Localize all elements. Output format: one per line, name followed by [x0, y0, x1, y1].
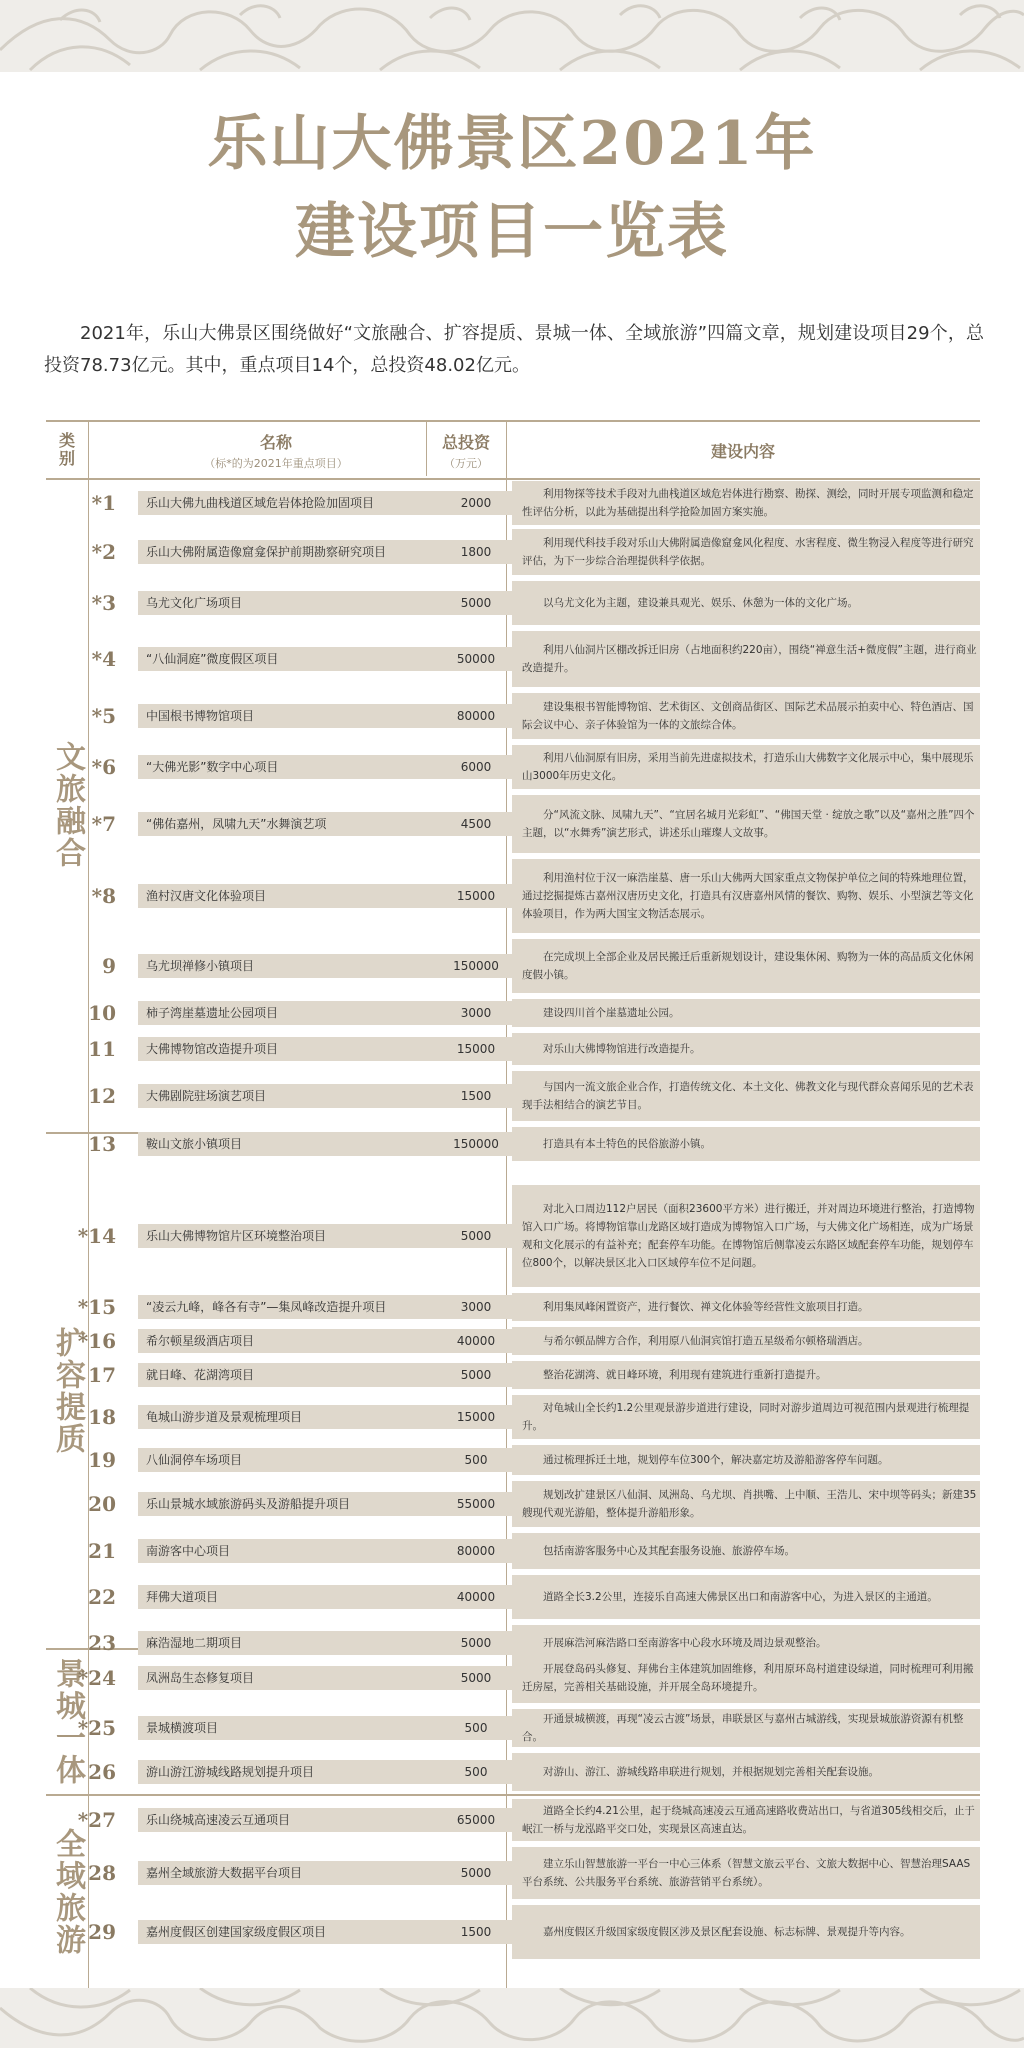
row-content: 规划改扩建景区八仙洞、凤洲岛、乌尤坝、肖拱嘴、上中顺、王浩儿、宋中坝等码头；新建35艘现代观光游船，整体提升游船形象。	[522, 1489, 977, 1519]
row-number: 19	[88, 1448, 116, 1472]
table-row	[46, 1182, 980, 1290]
row-investment: 2000	[460, 496, 492, 510]
row-name: 渔村汉唐文化体验项目	[146, 889, 267, 903]
table-row	[46, 1844, 980, 1902]
row-content: 道路全长约4.21公里，起于绕城高速凌云互通高速路收费站出口，与省道305线相交后，止于岷江一桥与龙泓路平交口处，实现景区高速直达。	[522, 1805, 975, 1835]
title-line-2: 建设项目一览表	[295, 197, 729, 267]
row-investment: 500	[464, 1721, 488, 1735]
row-name: 游山游江游城线路规划提升项目	[146, 1765, 315, 1779]
table-row	[46, 1068, 980, 1124]
table-row	[46, 1572, 980, 1622]
row-content: 利用八仙洞片区棚改拆迁旧房（占地面积约220亩），围绕“禅意生活+微度假”主题，进行商业改造提升。	[522, 644, 977, 674]
row-content: 对游山、游江、游城线路串联进行规划，并根据规划完善相关配套设施。	[543, 1766, 879, 1778]
row-investment: 5000	[460, 1636, 492, 1650]
category-scenic-city: 景城一体	[50, 1658, 85, 1786]
category-expand-upgrade: 扩容提质	[50, 1327, 85, 1455]
row-content: 与国内一流文旅企业合作，打造传统文化、本土文化、佛教文化与现代群众喜闻乐见的艺术表现手法相结合的演艺节目。	[522, 1081, 974, 1111]
row-name: 八仙洞停车场项目	[146, 1453, 243, 1467]
row-name: 乐山大佛九曲栈道区域危岩体抢险加固项目	[146, 496, 375, 510]
table-row	[46, 690, 980, 742]
row-content: 建设集根书智能博物馆、艺术街区、文创商品街区、国际艺术品展示拍卖中心、特色酒店、国际会议中心、亲子体验馆为一体的文旅综合体。	[522, 701, 974, 731]
row-content: 开通景城横渡，再现“凌云古渡”场景，串联景区与嘉州古城游线，实现景城旅游资源有机整合。	[522, 1713, 964, 1743]
row-investment: 150000	[453, 959, 499, 973]
table-row	[46, 526, 980, 578]
divider-name	[426, 420, 427, 476]
table-row	[46, 1030, 980, 1068]
row-number: 10	[88, 1001, 116, 1025]
row-investment: 40000	[456, 1590, 496, 1604]
table-row	[46, 1392, 980, 1442]
row-investment: 80000	[456, 709, 496, 723]
header-name: 名称 （标*的为2021年重点项目）	[204, 432, 348, 470]
row-number: 18	[88, 1405, 116, 1429]
project-table	[46, 420, 980, 1988]
row-number: *25	[77, 1716, 116, 1740]
row-name: 乌尤文化广场项目	[146, 596, 243, 610]
row-name: 乐山绕城高速凌云互通项目	[146, 1813, 291, 1827]
row-name: 景城横渡项目	[146, 1721, 219, 1735]
row-investment: 4500	[460, 817, 492, 831]
row-content: 对乐山大佛博物馆进行改造提升。	[543, 1043, 701, 1055]
row-number: *5	[91, 704, 116, 728]
row-name: 乐山大佛附属造像窟龛保护前期勘察研究项目	[146, 545, 387, 559]
row-name: 嘉州全域旅游大数据平台项目	[146, 1866, 303, 1880]
row-number: *24	[77, 1666, 116, 1690]
row-investment: 6000	[460, 760, 492, 774]
top-decorative-pattern	[0, 0, 1024, 72]
row-number: *4	[91, 647, 116, 671]
row-investment: 15000	[456, 1410, 496, 1424]
row-number: *3	[91, 591, 116, 615]
row-number: 22	[88, 1585, 116, 1609]
row-content: 利用八仙洞原有旧房，采用当前先进虚拟技术，打造乐山大佛数字文化展示中心，集中展现乐山3000年历史文化。	[522, 752, 974, 782]
row-investment: 15000	[456, 889, 496, 903]
table-row	[46, 1706, 980, 1750]
category-culture-tourism: 文旅融合	[50, 741, 85, 869]
table-row	[46, 1530, 980, 1572]
row-name: “八仙洞庭”微度假区项目	[146, 652, 279, 666]
row-number: 26	[88, 1760, 116, 1784]
row-name: “佛佑嘉州，凤啸九天”水舞演艺项	[146, 817, 327, 831]
row-content: 开展登岛码头修复、拜佛台主体建筑加固维修，利用原环岛村道建设绿道，同时梳理可利用搬迁房屋，完善相关基础设施，并开展全岛环境提升。	[522, 1663, 974, 1693]
table-row	[46, 742, 980, 792]
table-row	[46, 1324, 980, 1358]
row-content: 包括南游客服务中心及其配套服务设施、旅游停车场。	[543, 1545, 795, 1557]
row-name: 南游客中心项目	[146, 1544, 231, 1558]
row-content: 对北入口周边112户居民（面积23600平方米）进行搬迁，并对周边环境进行整治，打造博物馆入口广场。将博物馆靠山龙路区域打造成为博物馆入口广场，与大佛文化广场相连，成为广场景观和文化展示的有益补充；配套停车功能。在博物馆后侧靠凌云东路区域配套停车功能，规划停车位800个，以解决景区北入口区域停车位不足问题。	[522, 1203, 975, 1269]
header-category: 类别	[58, 431, 75, 468]
table-row	[46, 1478, 980, 1530]
table-row	[46, 628, 980, 690]
row-number: 20	[88, 1492, 116, 1516]
row-investment: 1800	[460, 545, 492, 559]
title-line-1: 乐山大佛景区2021年	[207, 109, 817, 179]
row-name: 大佛剧院驻场演艺项目	[146, 1089, 267, 1103]
table-row	[46, 1358, 980, 1392]
row-content: 道路全长3.2公里，连接乐自高速大佛景区出口和南游客中心，为进入景区的主通道。	[543, 1591, 938, 1603]
table-row	[46, 1290, 980, 1324]
table-row	[46, 792, 980, 856]
row-name: 乐山景城水域旅游码头及游船提升项目	[146, 1497, 351, 1511]
page-title	[0, 100, 1024, 276]
row-investment: 80000	[456, 1544, 496, 1558]
header-investment-unit: （万元）	[444, 456, 488, 470]
row-name: 大佛博物馆改造提升项目	[146, 1042, 279, 1056]
row-investment: 5000	[460, 596, 492, 610]
row-content: 整治花湖湾、就日峰环境，利用现有建筑进行重新打造提升。	[543, 1369, 827, 1381]
row-number: 12	[88, 1084, 116, 1108]
row-number: 23	[88, 1631, 116, 1655]
row-number: 17	[88, 1363, 116, 1387]
row-investment: 150000	[453, 1137, 499, 1151]
row-investment: 55000	[456, 1497, 496, 1511]
row-investment: 15000	[456, 1042, 496, 1056]
row-content: 打造具有本土特色的民俗旅游小镇。	[543, 1138, 711, 1150]
row-number: 29	[88, 1920, 116, 1944]
row-number: *15	[77, 1295, 116, 1319]
row-content: 分“风流文脉、凤啸九天”、“宜居名城月光彩虹”、“佛国天堂 · 绽放之歌”以及“嘉州之胜”四个主题，以“水舞秀”演艺形式，讲述乐山璀璨人文故事。	[522, 809, 975, 839]
table-row	[46, 936, 980, 996]
table-header	[46, 420, 980, 480]
row-investment: 3000	[460, 1006, 492, 1020]
row-investment: 500	[464, 1765, 488, 1779]
row-number: 9	[102, 954, 116, 978]
row-name: 凤洲岛生态修复项目	[146, 1671, 255, 1685]
row-investment: 65000	[456, 1813, 496, 1827]
table-row	[46, 1124, 980, 1164]
table-row	[46, 1750, 980, 1794]
row-content: 在完成坝上全部企业及居民搬迁后重新规划设计，建设集休闲、购物为一体的高品质文化休闲度假小镇。	[522, 951, 974, 981]
table-row	[46, 856, 980, 936]
row-name: 希尔顿星级酒店项目	[146, 1334, 255, 1348]
row-number: *27	[77, 1808, 116, 1832]
row-content: 利用渔村位于汉一麻浩崖墓、唐一乐山大佛两大国家重点文物保护单位之间的特殊地理位置，通过挖掘提炼古嘉州汉唐历史文化，打造具有汉唐嘉州风情的餐饮、购物、娱乐、小型演艺等文化体验项目，作为两大国宝文物活态展示。	[522, 872, 974, 920]
header-name-note: （标*的为2021年重点项目）	[204, 456, 348, 470]
row-name: 鞍山文旅小镇项目	[146, 1137, 243, 1151]
row-content: 嘉州度假区升级国家级度假区涉及景区配套设施、标志标牌、景观提升等内容。	[543, 1926, 911, 1938]
row-name: 乌尤坝禅修小镇项目	[146, 959, 255, 973]
row-investment: 1500	[460, 1925, 492, 1939]
row-name: 麻浩湿地二期项目	[146, 1636, 243, 1650]
row-investment: 500	[464, 1453, 488, 1467]
row-content: 以乌尤文化为主题，建设兼具观光、娱乐、休憩为一体的文化广场。	[543, 597, 858, 609]
row-number: *1	[91, 491, 116, 515]
row-name: 拜佛大道项目	[146, 1590, 219, 1604]
row-number: *14	[77, 1224, 116, 1248]
row-investment: 3000	[460, 1300, 492, 1314]
row-investment: 40000	[456, 1334, 496, 1348]
row-content: 建设四川首个崖墓遗址公园。	[543, 1007, 680, 1019]
row-number: 28	[88, 1861, 116, 1885]
row-content: 开展麻浩河麻浩路口至南游客中心段水环境及周边景观整治。	[543, 1637, 827, 1649]
row-content: 对龟城山全长约1.2公里观景游步道进行建设，同时对游步道周边可视范围内景观进行梳理提升。	[522, 1402, 970, 1432]
row-number: 13	[88, 1132, 116, 1156]
row-number: *6	[91, 755, 116, 779]
row-number: *8	[91, 884, 116, 908]
row-name: 龟城山游步道及景观梳理项目	[146, 1410, 303, 1424]
row-number: *2	[91, 540, 116, 564]
row-name: 嘉州度假区创建国家级度假区项目	[146, 1925, 327, 1939]
row-investment: 5000	[460, 1866, 492, 1880]
table-row	[46, 578, 980, 628]
row-name: 就日峰、花湖湾项目	[146, 1368, 255, 1382]
row-name: “凌云九峰，峰各有寺”—集凤峰改造提升项目	[146, 1300, 387, 1314]
intro-paragraph: 2021年，乐山大佛景区围绕做好“文旅融合、扩容提质、景城一体、全域旅游”四篇文章，规划建设项目29个，总投资78.73亿元。其中，重点项目14个，总投资48.02亿元。	[44, 323, 984, 376]
row-content: 利用现代科技手段对乐山大佛附属造像窟龛风化程度、水害程度、微生物浸入程度等进行研究评估，为下一步综合治理提供科学依据。	[522, 537, 974, 567]
row-number: *7	[91, 812, 116, 836]
category-all-region: 全域旅游	[50, 1828, 85, 1956]
row-name: “大佛光影”数字中心项目	[146, 760, 279, 774]
row-name: 中国根书博物馆项目	[146, 709, 255, 723]
row-investment: 5000	[460, 1229, 492, 1243]
row-content: 建立乐山智慧旅游一平台一中心三体系（智慧文旅云平台、文旅大数据中心、智慧治理SAAS平台系统、公共服务平台系统、旅游营销平台系统）。	[522, 1858, 971, 1888]
row-content: 利用物探等技术手段对九曲栈道区域危岩体进行勘察、勘探、测绘，同时开展专项监测和稳定性评估分析，以此为基础提出科学抢险加固方案实施。	[522, 488, 974, 518]
row-investment: 5000	[460, 1368, 492, 1382]
row-name: 乐山大佛博物馆片区环境整治项目	[146, 1229, 327, 1243]
table-row	[46, 478, 980, 528]
table-row	[46, 1796, 980, 1844]
table-row	[46, 1442, 980, 1478]
bottom-decorative-pattern	[0, 1988, 1024, 2048]
row-number: 11	[88, 1037, 116, 1061]
row-number: *16	[77, 1329, 116, 1353]
header-investment: 总投资 （万元）	[441, 432, 490, 470]
row-investment: 50000	[456, 652, 496, 666]
table-row	[46, 1902, 980, 1962]
row-name: 柿子湾崖墓遗址公园项目	[146, 1006, 279, 1020]
row-investment: 5000	[460, 1671, 492, 1685]
row-content: 利用集凤峰闲置资产，进行餐饮、禅文化体验等经营性文旅项目打造。	[543, 1301, 869, 1313]
row-number: 21	[88, 1539, 116, 1563]
header-content: 建设内容	[710, 441, 775, 461]
table-row	[46, 996, 980, 1030]
row-investment: 1500	[460, 1089, 492, 1103]
row-content: 通过梳理拆迁土地，规划停车位300个，解决嘉定坊及游船游客停车问题。	[543, 1454, 889, 1466]
table-row	[46, 1650, 980, 1706]
row-content: 与希尔顿品牌方合作，利用原八仙洞宾馆打造五星级希尔顿格瑞酒店。	[543, 1335, 869, 1347]
